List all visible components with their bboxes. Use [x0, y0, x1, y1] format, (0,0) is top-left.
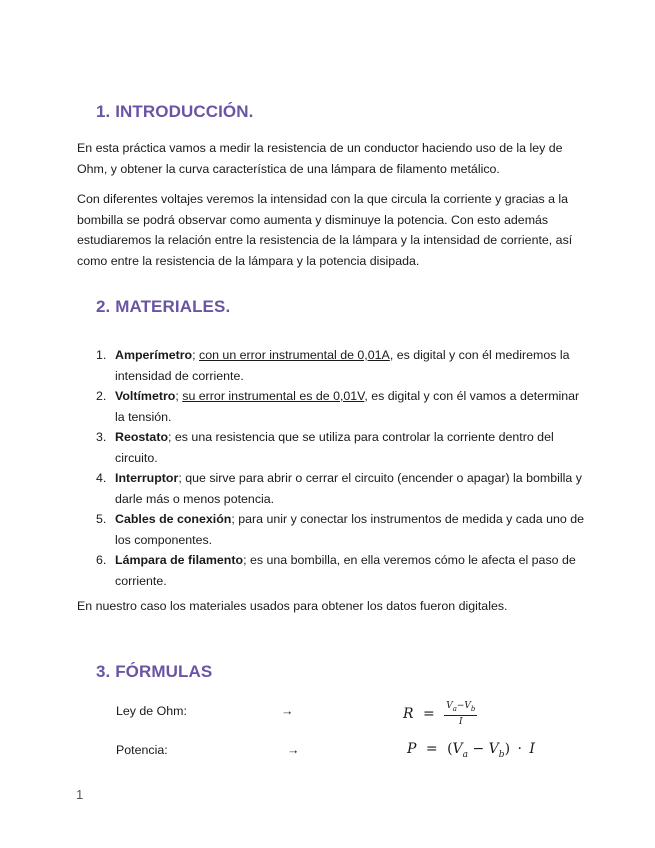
section-title-introduccion: 1. INTRODUCCIÓN. [96, 102, 254, 121]
list-item-number: 1. [96, 348, 107, 362]
formula-power-dot: · [517, 741, 522, 757]
formula-ohm-fraction [444, 701, 477, 727]
formula-power-sub-b: b [498, 749, 505, 760]
list-item-text: , es digital y con él vamos a determinar la tensión. [115, 389, 580, 424]
formula-ohm-denominator: I [459, 716, 463, 727]
formula-ohm-lhs: R [403, 705, 414, 722]
materials-list [77, 345, 587, 591]
list-item [77, 345, 587, 386]
formula-ohm-equals: = [423, 705, 435, 722]
formula-ohm-numerator [444, 701, 477, 716]
formula-power-i: I [529, 741, 535, 757]
section-title-formulas: 3. FÓRMULAS [96, 662, 213, 681]
formula-ohm-sub-b: b [470, 704, 476, 713]
arrow-right-icon: → [281, 704, 294, 718]
list-item-text: ; es una resistencia que se utiliza para controlar la corriente dentro del circuito. [115, 430, 554, 465]
section-title-materiales: 2. MATERIALES. [96, 297, 231, 316]
arrow-right-icon: → [287, 743, 300, 757]
list-item-underlined: con un error instrumental de 0,01A [199, 348, 390, 362]
list-item-term: Voltímetro [115, 389, 176, 403]
intro-paragraph-1: En esta práctica vamos a medir la resistencia de un conductor haciendo uso de la ley de Ohm, y obtener la curva característica de una lámpara de filamento metálico. [77, 141, 563, 176]
formula-power-equals: = [425, 741, 438, 757]
list-item-number: 2. [96, 389, 107, 403]
list-item [77, 468, 587, 509]
list-item-text: , es digital y con él mediremos la intensidad de corriente. [115, 348, 570, 383]
formula-power-lhs: P [407, 741, 417, 757]
materials-note: En nuestro caso los materiales usados para obtener los datos fueron digitales. [77, 599, 508, 613]
list-item [77, 550, 587, 591]
list-item-number: 5. [96, 512, 107, 526]
formula-power-minus: − [472, 741, 485, 757]
intro-paragraph-2: Con diferentes voltajes veremos la intensidad con la que circula la corriente y gracias a la bombilla se podrá observar como aumenta y disminuye la potencia. Con esto además estudiaremos la relación entre la resistencia de la lámpara y la intensidad de corriente, así como entre la resistencia de la lámpara y la potencia disipada. [77, 192, 573, 268]
list-item-number: 6. [96, 553, 107, 567]
list-item-text: ; que sirve para abrir o cerrar el circuito (encender o apagar) la bombilla y darle más o menos potencia. [115, 471, 582, 506]
formula-row-power [0, 736, 655, 766]
list-item-text: ; para unir y conectar los instrumentos de medida y cada uno de los componentes. [115, 512, 585, 547]
formula-ohm-va: V [446, 701, 453, 711]
list-item [77, 386, 587, 427]
formula-ohm-minus: − [456, 701, 465, 711]
list-item [77, 427, 587, 468]
list-item-underlined: su error instrumental es de 0,01V [182, 389, 365, 403]
formula-ohm-sub-a: a [452, 704, 457, 713]
list-item [77, 509, 587, 550]
formula-power-va: V [452, 741, 463, 757]
formula-ohm-expression [403, 701, 477, 727]
list-item-term: Lámpara de filamento [115, 553, 244, 567]
list-item-number: 4. [96, 471, 107, 485]
formula-power-expression [407, 739, 535, 765]
formula-power-sub-a: a [462, 749, 469, 760]
list-item-term: Amperímetro [115, 348, 193, 362]
formula-label-ohm: Ley de Ohm: [116, 704, 187, 718]
list-item-term: Cables de conexión [115, 512, 232, 526]
formula-power-close-paren: ) [504, 741, 511, 757]
list-item-term: Interruptor [115, 471, 179, 485]
page-number: 1 [76, 787, 84, 802]
list-item-text: ; es una bombilla, en ella veremos cómo le afecta el paso de corriente. [115, 553, 576, 588]
formula-row-ohm [0, 697, 655, 727]
list-item-sep: ; [175, 389, 183, 403]
formula-power-vb: V [488, 741, 499, 757]
list-item-number: 3. [96, 430, 107, 444]
formula-label-power: Potencia: [116, 743, 168, 757]
formula-ohm-vb: V [464, 701, 471, 711]
formula-power-open-paren: ( [447, 741, 453, 757]
list-item-sep: ; [192, 348, 200, 362]
list-item-term: Reostato [115, 430, 169, 444]
